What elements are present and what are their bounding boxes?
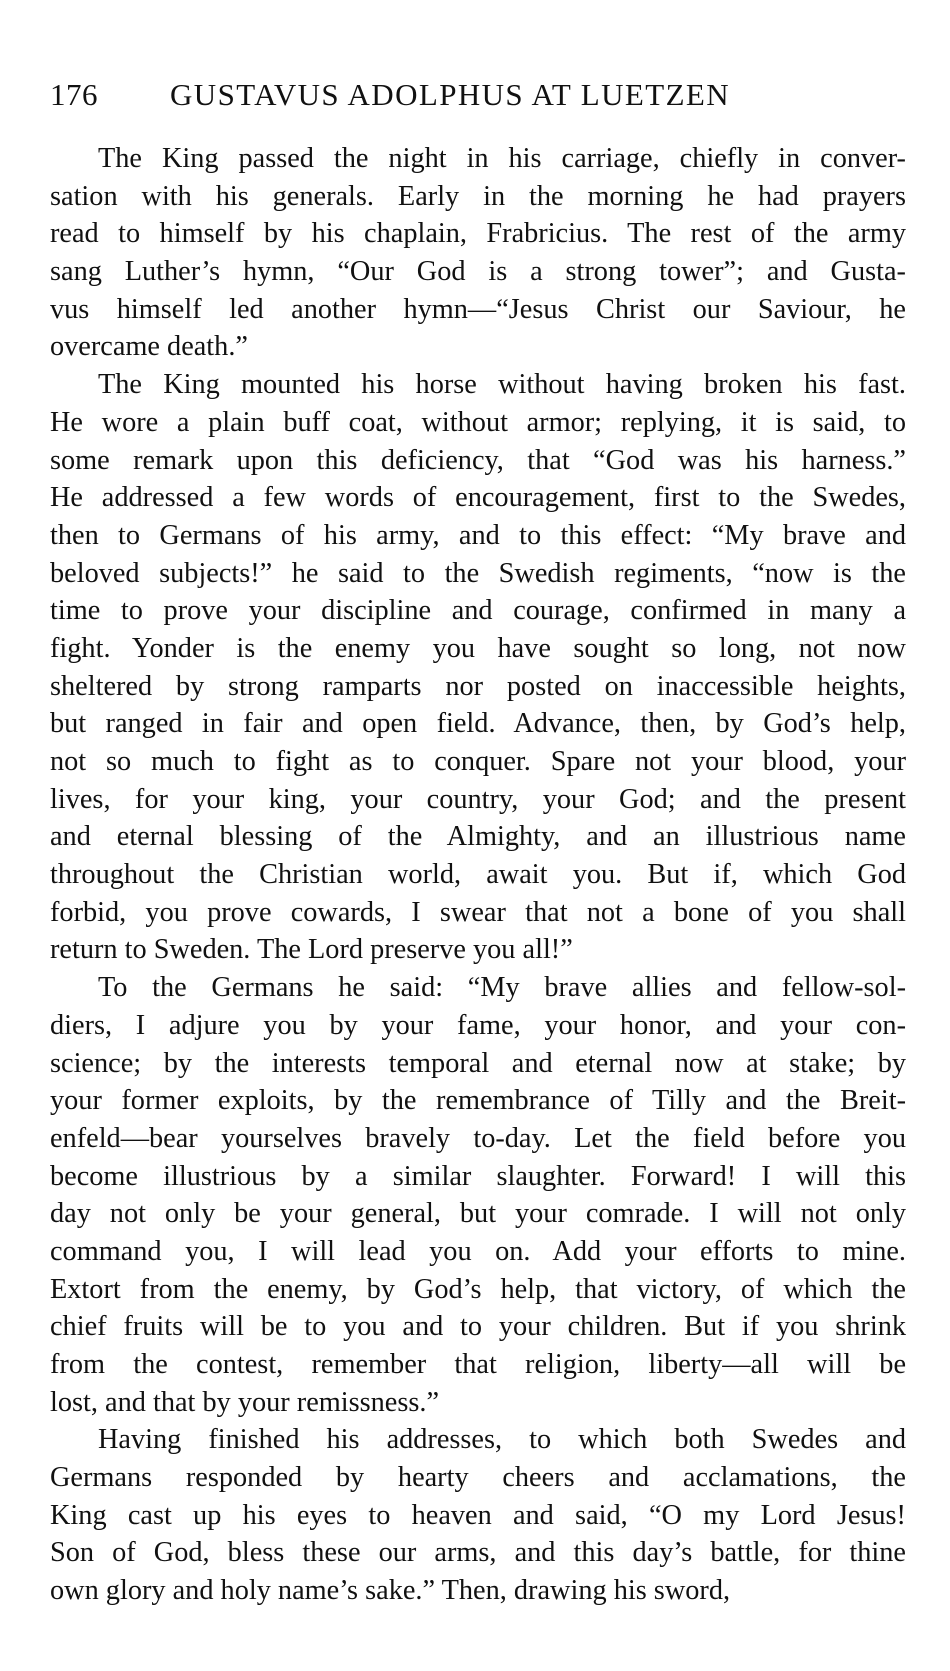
text-line: diers, I adjure you by your fame, your honor, and your con- — [50, 1009, 906, 1041]
paragraph — [50, 969, 906, 1421]
text-line: command you, I will lead you on. Add your efforts to mine. — [50, 1235, 906, 1267]
text-line: but ranged in fair and open field. Advance, then, by God’s help, — [50, 708, 906, 740]
text-line: enfeld—bear yourselves bravely to-day. Let the field before you — [50, 1122, 906, 1154]
text-line: beloved subjects!” he said to the Swedish regiments, “now is the — [50, 557, 906, 589]
text-line: He addressed a few words of encouragement, first to the Swedes, — [50, 482, 906, 514]
text-line: day not only be your general, but your comrade. I will not only — [50, 1198, 906, 1230]
text-line: sheltered by strong ramparts nor posted on inaccessible heights, — [50, 670, 906, 702]
text-line: sang Luther’s hymn, “Our God is a strong tower”; and Gusta- — [50, 256, 906, 288]
text-line: He wore a plain buff coat, without armor; replying, it is said, to — [50, 406, 906, 438]
text-line: return to Sweden. The Lord preserve you all!” — [50, 934, 573, 966]
text-line: chief fruits will be to you and to your children. But if you shrink — [50, 1311, 906, 1343]
text-line: become illustrious by a similar slaughter. Forward! I will this — [50, 1160, 906, 1192]
text-line: Germans responded by hearty cheers and acclamations, the — [50, 1462, 906, 1494]
paragraph — [50, 140, 906, 366]
text-line: King cast up his eyes to heaven and said, “O my Lord Jesus! — [50, 1499, 906, 1531]
running-head — [50, 72, 910, 118]
page-number: 176 — [50, 77, 98, 112]
text-line: your former exploits, by the remembrance of Tilly and the Breit- — [50, 1085, 906, 1117]
text-line: overcame death.” — [50, 331, 248, 363]
text-line: Extort from the enemy, by God’s help, that victory, of which the — [50, 1273, 906, 1305]
text-line: The King mounted his horse without having broken his fast. — [98, 369, 906, 401]
text-line: fight. Yonder is the enemy you have sought so long, not now — [50, 632, 906, 664]
text-line: some remark upon this deficiency, that “God was his harness.” — [50, 444, 906, 476]
running-title: GUSTAVUS ADOLPHUS AT LUETZEN — [170, 77, 731, 112]
text-line: sation with his generals. Early in the morning he had prayers — [50, 180, 906, 212]
body-text — [50, 140, 906, 1610]
text-line: read to himself by his chaplain, Frabricius. The rest of the army — [50, 218, 906, 250]
text-line: vus himself led another hymn—“Jesus Christ our Saviour, he — [50, 293, 906, 325]
text-line: Son of God, bless these our arms, and this day’s battle, for thine — [50, 1537, 906, 1569]
text-line: time to prove your discipline and courage, confirmed in many a — [50, 595, 906, 627]
text-line: from the contest, remember that religion, liberty—all will be — [50, 1349, 906, 1380]
paragraph — [50, 1421, 906, 1609]
text-line: lost, and that by your remissness.” — [50, 1386, 440, 1418]
text-line: throughout the Christian world, await you. But if, which God — [50, 859, 906, 891]
paragraph — [50, 366, 906, 969]
text-line: To the Germans he said: “My brave allies and fellow-sol- — [98, 972, 906, 1004]
text-line: own glory and holy name’s sake.” Then, drawing his sword, — [50, 1575, 731, 1607]
text-line: then to Germans of his army, and to this effect: “My brave and — [50, 519, 906, 551]
text-line: forbid, you prove cowards, I swear that not a bone of you shall — [50, 896, 906, 928]
text-line: and eternal blessing of the Almighty, and an illustrious name — [50, 821, 906, 853]
text-line: Having finished his addresses, to which both Swedes and — [98, 1424, 906, 1456]
text-line: lives, for your king, your country, your God; and the present — [50, 783, 906, 815]
text-line: The King passed the night in his carriage, chiefly in conver- — [98, 143, 906, 174]
text-line: not so much to fight as to conquer. Spare not your blood, your — [50, 746, 906, 777]
text-line: science; by the interests temporal and eternal now at stake; by — [50, 1047, 906, 1079]
